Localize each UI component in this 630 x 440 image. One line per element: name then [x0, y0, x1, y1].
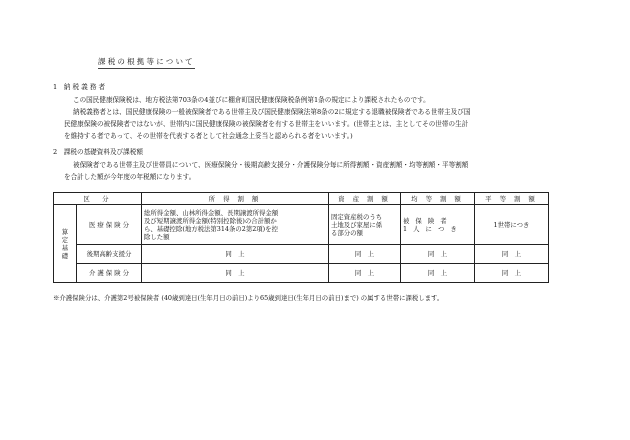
income-cell: 同 上: [142, 264, 329, 283]
table-header-row: [54, 193, 549, 205]
section-2-line: 被保険者である世帯主及び世帯員について、医療保険分・後期高齢支援分・介護保険分毎に所得割額・資産割額・均等割額・平等割額: [73, 161, 469, 169]
equal-cell: 被 保 険 者 1 人 に つ き: [401, 205, 475, 245]
asset-cell: 同 上: [329, 264, 401, 283]
section-1-line: 納税義務者とは、国民健康保険の一般被保険者である世帯主及び国民健康保険法第8条の2に規定する退職被保険者である世帯主及び国: [73, 108, 471, 116]
header-equal: 均 等 割 額: [401, 193, 475, 205]
flat-cell: 同 上: [475, 245, 549, 264]
header-income: 所 得 割 額: [142, 193, 329, 205]
equal-cell: 同 上: [401, 264, 475, 283]
row-label: 後期高齢支援分: [77, 245, 142, 264]
flat-cell: 同 上: [475, 264, 549, 283]
group-label: 算 定 基 礎: [54, 205, 77, 283]
table-row: [54, 264, 549, 283]
section-2-line: を合計した額が今年度の年税額になります。: [64, 173, 196, 181]
tax-basis-table: [53, 192, 549, 283]
header-asset: 資 産 割 額: [329, 193, 401, 205]
flat-cell: 1世帯につき: [475, 205, 549, 245]
document-title: 課税の根拠等について: [98, 56, 195, 69]
income-cell: 同 上: [142, 245, 329, 264]
section-1-line: 民健康保険の被保険者ではないが、世帯内に国民健康保険の被保険者を有する世帯主をいいます。(世帯主とは、主としてその世帯の生計: [64, 120, 469, 128]
section-1-heading: 1 納 税 義 務 者: [53, 83, 106, 91]
header-flat: 平 等 割 額: [475, 193, 549, 205]
income-cell: 総所得金額、山林所得金額、長期譲渡所得金額 及び短期譲渡所得金額(特別控除後)の合計額か ら、基礎控除(地方税法第314条の2第2項)を控 除した額: [142, 205, 329, 245]
header-category: 区 分: [54, 193, 142, 205]
section-1-line: この国民健康保険税は、地方税法第703条の4並びに棚倉町国民健康保険税条例第1条の規定により課税されたものです。: [73, 96, 430, 104]
asset-cell: 固定資産税のうち 土地及び家屋に係 る部分の額: [329, 205, 401, 245]
row-label: 介 護 保 険 分: [77, 264, 142, 283]
table-row: [54, 205, 549, 245]
section-2-heading: 2 課税の基礎資料及び課税額: [53, 148, 143, 156]
asset-cell: 同 上: [329, 245, 401, 264]
table-row: [54, 245, 549, 264]
footnote: ※介護保険分は、介護第2号被保険者 (40歳到達日(生年月日の前日)より65歳到達日(生年月日の前日)まで) の属する世帯に課税します。: [53, 294, 444, 302]
equal-cell: 同 上: [401, 245, 475, 264]
row-label: 医 療 保 険 分: [77, 205, 142, 245]
section-1-line: を維持する者であって、その世帯を代表する者として社会通念上妥当と認められる者をいいます。): [64, 132, 353, 140]
